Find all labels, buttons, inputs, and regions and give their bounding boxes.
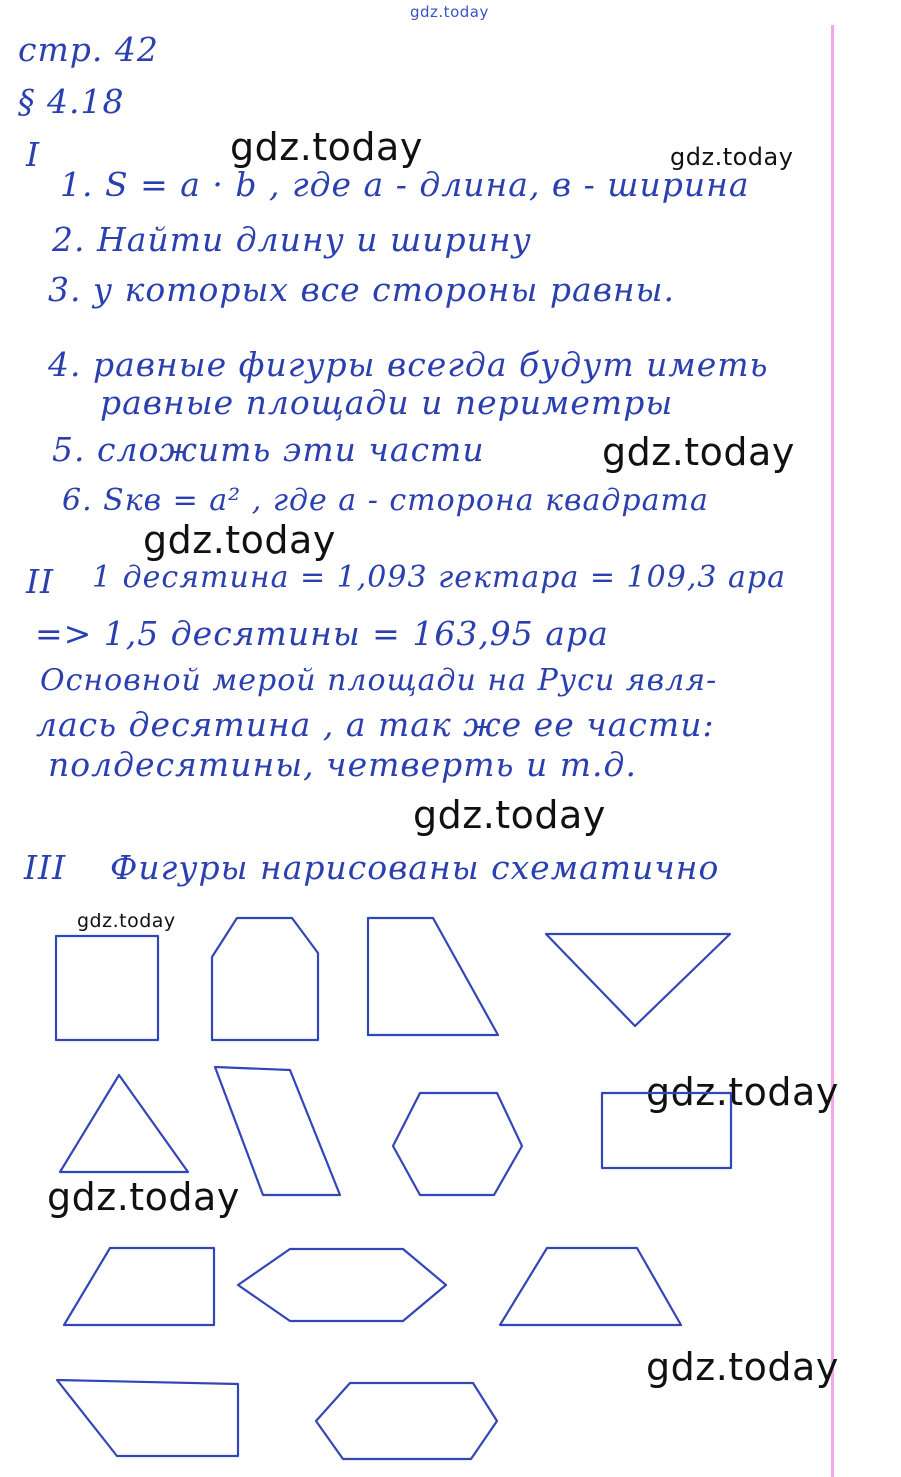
rectangle-icon — [602, 1093, 731, 1168]
answer-line: Основной мерой площади на Руси явля- — [40, 663, 718, 698]
answer-line: 3. у которых все стороны равны. — [48, 270, 675, 309]
watermark: gdz.today — [602, 430, 795, 474]
elongated-hexagon-icon — [238, 1249, 446, 1321]
watermark: gdz.today — [413, 793, 606, 837]
answer-line: полдесятины, четверть и т.д. — [48, 745, 637, 784]
watermark: gdz.today — [47, 1175, 240, 1219]
hexagon-icon — [393, 1093, 522, 1195]
pentagon-icon — [212, 918, 318, 1040]
part-marker: II — [26, 562, 55, 601]
parallelogram-icon — [215, 1067, 340, 1195]
answer-line: 4. равные фигуры всегда будут иметь — [48, 345, 769, 384]
watermark: gdz.today — [230, 125, 423, 169]
watermark: gdz.today — [646, 1070, 839, 1114]
triangle-icon — [60, 1075, 188, 1172]
watermark: gdz.today — [77, 910, 176, 932]
answer-line: лась десятина , а так же ее части: — [36, 705, 715, 744]
part-marker: I — [26, 135, 41, 174]
watermark: gdz.today — [646, 1345, 839, 1389]
hexagon-icon — [316, 1383, 497, 1459]
answer-line: 2. Найти длину и ширину — [52, 220, 532, 259]
parallelogram-icon — [64, 1248, 214, 1325]
answer-line: 1. S = a · b , где а - длина, в - ширина — [60, 165, 750, 204]
right-trapezoid-icon — [57, 1380, 238, 1456]
right-trapezoid-icon — [368, 918, 498, 1035]
section-number: § 4.18 — [18, 82, 125, 121]
page-reference: стр. 42 — [18, 30, 159, 69]
watermark: gdz.today — [143, 518, 336, 562]
answer-line: => 1,5 десятины = 163,95 ара — [35, 614, 609, 653]
answer-line: 6. Sкв = a² , где а - сторона квадрата — [62, 483, 709, 518]
watermark: gdz.today — [410, 3, 489, 21]
watermark: gdz.today — [670, 143, 794, 171]
square-icon — [56, 936, 158, 1040]
figures-caption: Фигуры нарисованы схематично — [110, 848, 720, 887]
part-marker: III — [24, 848, 67, 887]
answer-line: 5. сложить эти части — [52, 430, 485, 469]
inverted-triangle-icon — [546, 934, 730, 1026]
trapezoid-icon — [500, 1248, 681, 1325]
answer-line: 1 десятина = 1,093 гектара = 109,3 ара — [92, 560, 786, 595]
answer-line: равные площади и периметры — [100, 383, 674, 422]
